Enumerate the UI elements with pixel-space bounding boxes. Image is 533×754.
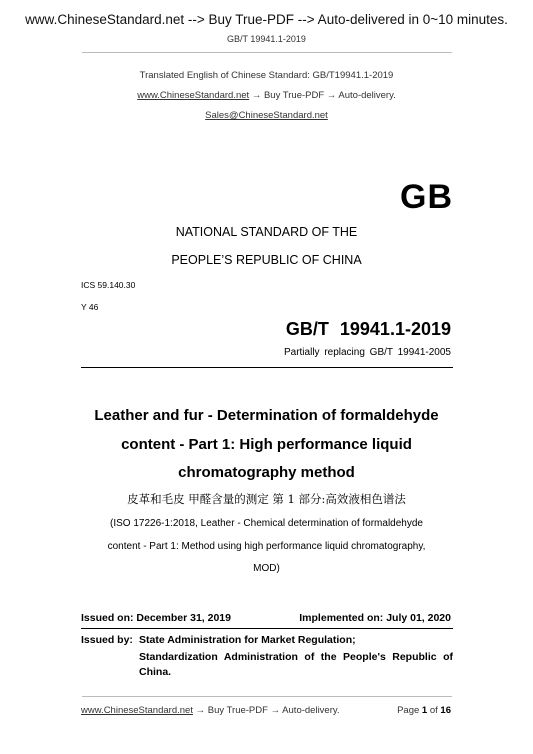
top-banner: www.ChineseStandard.net --> Buy True-PDF --> Auto-delivered in 0~10 minutes.: [25, 12, 508, 27]
issued-by-label: Issued by:: [81, 634, 133, 646]
header-divider: [82, 52, 452, 53]
translated-notice: Translated English of Chinese Standard: GB/T19941.1-2019: [139, 70, 394, 81]
replacing-note: Partially replacing GB/T 19941-2005: [283, 347, 451, 358]
page-current: 1: [421, 705, 428, 716]
iso-reference-line2: content - Part 1: Method using high performance liquid chromatography,: [107, 541, 426, 552]
site-link[interactable]: www.ChineseStandard.net: [137, 90, 250, 101]
implemented-on: Implemented on: July 01, 2020: [299, 612, 451, 624]
header-standard-code: GB/T 19941.1-2019: [227, 34, 306, 44]
footer-divider: [82, 696, 452, 697]
title-line-3: chromatography method: [178, 464, 355, 481]
footer-site-link[interactable]: www.ChineseStandard.net: [81, 705, 193, 716]
issuer-1: State Administration for Market Regulation;: [139, 634, 356, 646]
iso-reference-line3: MOD): [253, 563, 280, 574]
buy-text: → Buy True-PDF → Auto-delivery.: [249, 90, 396, 101]
page-indicator: [397, 705, 451, 716]
national-standard-line2: PEOPLE’S REPUBLIC OF CHINA: [171, 253, 362, 267]
title-line-2: content - Part 1: High performance liquid: [121, 436, 412, 453]
sales-email-line: [0, 110, 533, 121]
issuer-2: Standardization Administration of the People's Republic of: [139, 651, 453, 663]
gb-mark: GB: [400, 178, 453, 216]
iso-reference-line1: (ISO 17226-1:2018, Leather - Chemical determination of formaldehyde: [110, 518, 423, 529]
page-total: 16: [440, 705, 451, 716]
standard-number: GB/T 19941.1-2019: [285, 319, 451, 339]
footer-links: [81, 705, 340, 716]
header-link-line: [0, 90, 533, 101]
chinese-title: 皮革和毛皮 甲醛含量的测定 第 1 部分:高效液相色谱法: [127, 492, 406, 506]
issued-on: Issued on: December 31, 2019: [81, 612, 231, 624]
ics-code: ICS 59.140.30: [81, 280, 136, 290]
page-of: of: [429, 705, 438, 716]
national-standard-line1: NATIONAL STANDARD OF THE: [175, 225, 358, 239]
ccs-code: Y 46: [81, 302, 99, 312]
footer-buy-text: → Buy True-PDF → Auto-delivery.: [192, 705, 340, 716]
sales-email-link[interactable]: Sales@ChineseStandard.net: [205, 110, 328, 121]
page-label: Page: [397, 705, 420, 716]
issue-date-rule: [81, 628, 453, 629]
title-line-1: Leather and fur - Determination of formaldehyde: [94, 407, 439, 424]
issuer-2-continued: China.: [139, 666, 172, 678]
standard-number-rule: [81, 367, 453, 368]
